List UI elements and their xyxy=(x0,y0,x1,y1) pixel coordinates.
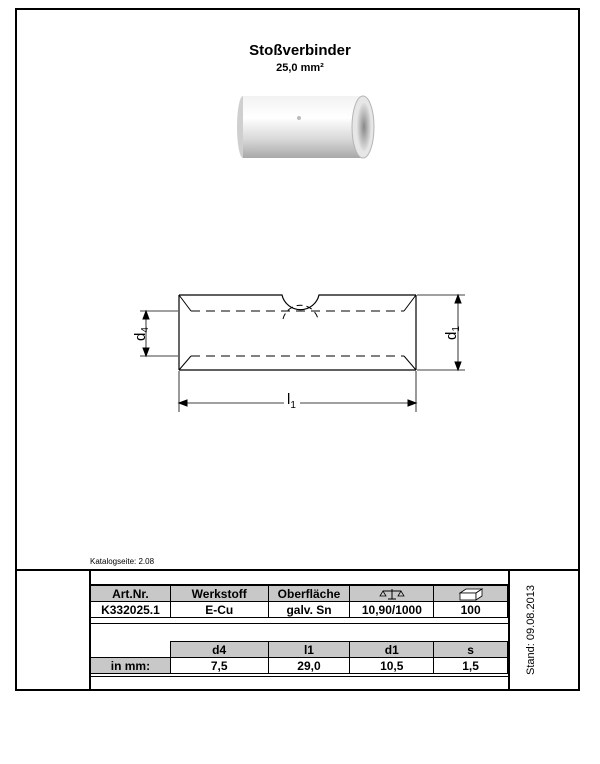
value-d1: 10,5 xyxy=(350,658,434,674)
catalog-page: Katalogseite: 2.08 xyxy=(90,557,155,566)
dimensions-table xyxy=(90,641,508,674)
l1-label: l xyxy=(287,391,291,408)
value-s: 1,5 xyxy=(434,658,508,674)
svg-text:d1 xyxy=(443,326,462,340)
value-werkstoff: E-Cu xyxy=(170,602,268,618)
value-l1: 29,0 xyxy=(268,658,350,674)
header-weight xyxy=(350,586,434,602)
header-oberflaeche: Oberfläche xyxy=(268,586,350,602)
dimensions-corner xyxy=(91,642,171,658)
header-s: s xyxy=(434,642,508,658)
connector-drawing xyxy=(179,295,416,370)
scale-icon xyxy=(379,588,405,601)
value-art-nr: K332025.1 xyxy=(91,602,171,618)
header-d1: d1 xyxy=(350,642,434,658)
header-l1: l1 xyxy=(268,642,350,658)
value-d4: 7,5 xyxy=(170,658,268,674)
dimensions-header-row xyxy=(91,642,508,658)
header-art-nr: Art.Nr. xyxy=(91,586,171,602)
header-d4: d4 xyxy=(170,642,268,658)
footer-rule-2 xyxy=(89,623,509,624)
footer-rule-3 xyxy=(89,676,509,677)
box-icon xyxy=(458,588,484,601)
product-size: 25,0 mm² xyxy=(276,62,324,74)
dimensions-value-row xyxy=(91,658,508,674)
value-oberflaeche: galv. Sn xyxy=(268,602,350,618)
article-header-row xyxy=(91,586,508,602)
value-weight: 10,90/1000 xyxy=(350,602,434,618)
l1-subscript: 1 xyxy=(290,400,296,411)
article-value-row xyxy=(91,602,508,618)
product-photo xyxy=(237,96,374,158)
date-stamp: Stand: 09.08.2013 xyxy=(525,585,537,675)
product-title: Stoßverbinder xyxy=(249,42,351,59)
svg-text:d4 xyxy=(132,327,151,341)
header-werkstoff: Werkstoff xyxy=(170,586,268,602)
footer-right-rule xyxy=(508,569,510,691)
d1-subscript: 1 xyxy=(450,326,462,332)
header-pack xyxy=(434,586,508,602)
d4-subscript: 4 xyxy=(139,327,151,333)
footer-top-rule xyxy=(15,569,580,571)
d1-label: d xyxy=(442,331,460,340)
dimension-l1 xyxy=(179,371,416,412)
article-table xyxy=(90,585,508,618)
unit-label: in mm: xyxy=(91,658,171,674)
d4-label: d xyxy=(131,332,149,341)
value-pack: 100 xyxy=(434,602,508,618)
